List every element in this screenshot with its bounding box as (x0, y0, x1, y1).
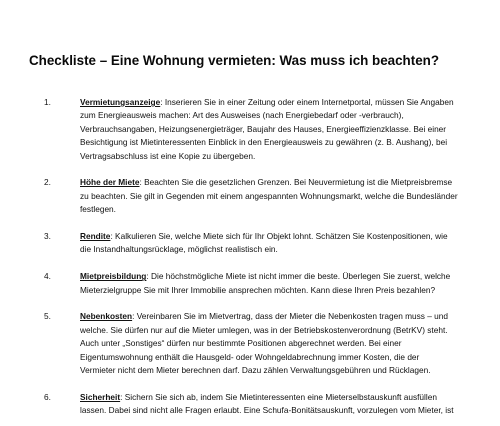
item-line: Vertragsabschluss ist eine Kopie zu übergeben. (80, 150, 256, 161)
item-term: Nebenkosten (80, 311, 133, 322)
checklist-item-3 (0, 230, 500, 257)
item-term: Vermietungsanzeige (80, 97, 161, 107)
item-number: 2. (44, 177, 51, 188)
item-line: : Inserieren Sie in einer Zeitung oder einem Internetportal, müssen Sie Angaben (160, 97, 454, 107)
checklist-item-5 (0, 310, 500, 377)
item-line: festlegen. (80, 204, 116, 215)
checklist-item-2 (0, 176, 500, 216)
item-line: die Instandhaltungsrücklage, möglichst realistisch ein. (80, 244, 278, 255)
item-text (80, 310, 480, 377)
item-line: zu beachten. Sie gilt in Gegenden mit einem angespannten Wohnungsmarkt, welche die Bundesländer (80, 190, 458, 201)
item-number: 3. (44, 231, 51, 242)
item-line: Besichtigung ist Mietinteressenten Einblick in den Energieausweis zu gewähren (z. B. Aushang), bei (80, 137, 448, 148)
item-line: : Sichern Sie sich ab, indem Sie Mietinteressenten eine Mieterselbstauskunft ausfüllen (120, 391, 437, 402)
item-line: welche. Sie dürfen nur auf die Mieter umlegen, was in der Betriebskostenverordnung (BetrKV) steht. (80, 324, 448, 335)
item-term: Rendite (80, 231, 111, 242)
item-line: Vermieter nicht dem Mieter berechnen darf. Dazu zählen Verwaltungsgebühren und Rücklagen. (80, 365, 431, 376)
item-line: : Kalkulieren Sie, welche Miete sich für Ihr Objekt lohnt. Schätzen Sie Kostenpositionen, wie (110, 231, 448, 242)
item-line: zum Energieausweis machen: Art des Ausweises (nach Energiebedarf oder -verbrauch), (80, 110, 404, 121)
item-number: 6. (44, 391, 51, 402)
item-line: : Beachten Sie die gesetzlichen Grenzen. Bei Neuvermietung ist die Mietpreisbremse (139, 177, 453, 188)
item-line: Eigentumswohnung enthält die Hausgeld- oder Wohngeldabrechnung immer Kosten, die der (80, 351, 420, 362)
item-number: 5. (44, 311, 51, 322)
item-term: Mietpreisbildung (80, 271, 147, 282)
document-title: Checkliste – Eine Wohnung vermieten: Was muss ich beachten? (29, 53, 440, 68)
item-line: lassen. Dabei sind nicht alle Fragen erlaubt. Eine Schufa-Bonitätsauskunft, vorzulegen vom Mieter, ist (80, 405, 454, 416)
item-line: Auch unter „Sonstiges“ dürfen nur bestimmte Positionen abgerechnet werden. Bei einer (80, 338, 402, 349)
item-text (80, 391, 480, 418)
item-line: Verbrauchsangaben, Heizungsenergieträger, Baujahr des Hauses, Energieeffizienzklasse. Bei einer (80, 123, 447, 134)
item-line: : Vereinbaren Sie im Mietvertrag, dass der Mieter die Nebenkosten tragen muss – und (132, 311, 449, 322)
item-number: 1. (44, 97, 51, 107)
item-text (80, 230, 480, 257)
item-text (80, 96, 480, 163)
item-line: : Die höchstmögliche Miete ist nicht immer die beste. Überlegen Sie zuerst, welche (146, 271, 451, 282)
item-line: Mieterzielgruppe Sie mit Ihrer Immobilie ansprechen möchten. Kann diese Ihren Preis bezahlen? (80, 284, 436, 295)
item-text (80, 270, 480, 297)
item-term: Sicherheit (80, 391, 121, 402)
checklist-item-1 (0, 96, 500, 163)
checklist (0, 96, 500, 418)
item-term: Höhe der Miete (80, 177, 140, 188)
checklist-item-6 (0, 391, 500, 418)
item-text (80, 176, 480, 216)
item-number: 4. (44, 271, 51, 282)
checklist-item-4 (0, 270, 500, 297)
